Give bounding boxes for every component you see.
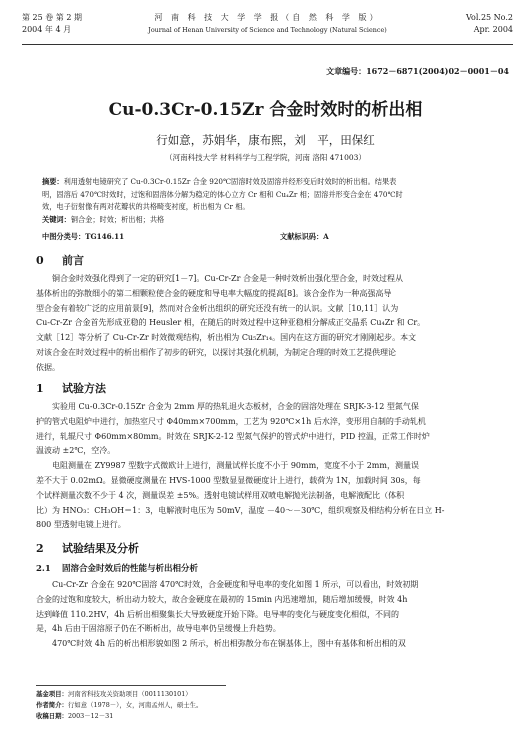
affiliation: （河南科技大学 材料科学与工程学院，河南 洛阳 471003） <box>165 153 366 162</box>
header-left <box>22 12 82 36</box>
footnote-author: 作者简介：行如意（1978－），女，河南孟州人，硕士生。 <box>36 701 203 709</box>
doc-code: 文献标识码：A <box>280 232 329 241</box>
abstract-line-2: 明，固溶后 470℃时效时，过饱和固溶体分解为稳定的体心立方 Cr 相和 Cu₄Zr 相；固溶并形变合金在 470℃时 <box>42 189 403 199</box>
results-paragraph <box>36 578 501 652</box>
text-line: 铜合金时效强化得到了一定的研究[1－7]。Cu-Cr-Zr 合金是一种时效析出强化型合金，时效过程从 <box>52 274 403 283</box>
header-center <box>132 12 403 36</box>
abstract <box>42 176 491 226</box>
footnote-received: 收稿日期：2003－12－31 <box>36 712 114 720</box>
text-line: 文献［12］等分析了 Cu-Cr-Zr 时效微观结构，析出相为 Cu₅Zr₁₄。国内在这方面的研究才刚刚起步。本文 <box>36 333 417 343</box>
paper-title: Cu-0.3Cr-0.15Zr 合金时效时的析出相 <box>108 100 423 120</box>
text-line: Cu-Cr-Zr 合金首先形成亚稳的 Heusler 相，在随后的时效过程中这种亚稳相分解成正交晶系 Cu₄Zr 和 Cr。 <box>36 318 426 328</box>
abstract-label: 摘要： <box>42 177 64 186</box>
text-line: 差不大于 0.02mΩ。显微硬度测量在 HVS-1000 型数显显微硬度计上进行，载荷为 1N，加载时间 30s，每 <box>36 475 421 485</box>
header-rule <box>22 44 513 45</box>
date-en: Apr. 2004 <box>473 25 513 34</box>
abstract-line-3: 效，电子衍射像有两对花瓣状的共格畸变衬度，析出相为 Cr 相。 <box>42 202 250 212</box>
header-right <box>466 12 513 36</box>
article-number: 文章编号：1672－6871(2004)02－0001－04 <box>326 66 509 76</box>
text-line: 比）为 HNO₃：CH₃OH＝1：3，电解液时电压为 50mV，温度 －40～－30℃，组织观察及相结构分析在日立 H- <box>36 505 445 515</box>
clc-label: 中图分类号： <box>42 232 86 241</box>
text-line: 是，4h 后由于固溶原子仍在不断析出，故导电率仍呈缓慢上升趋势。 <box>36 624 281 634</box>
section-2-1-heading: 2.1 固溶合金时效后的性能与析出相分析 <box>36 564 199 574</box>
text-line: Cu-Cr-Zr 合金在 920℃固溶 470℃时效，合金硬度和导电率的变化如图 1 所示，可以看出，时效初期 <box>52 580 419 589</box>
clc-value: TG146.11 <box>85 232 125 241</box>
text-line: 护的管式电阻炉中进行，加热室尺寸 Φ40mm×700mm，工艺为 920℃×1h 后水淬，变形用自制的手动轧机 <box>36 416 426 426</box>
keywords: 关键词：铜合金；时效；析出相；共格 <box>42 214 165 224</box>
text-line: 进行，轧辊尺寸 Φ60mm×80mm。时效在 SRJK-2-12 型氮气保护的管式炉中进行，PID 控温，正常工作时炉 <box>36 431 430 441</box>
text-line: 依据。 <box>36 362 60 372</box>
section-2-heading: 2 试验结果及分析 <box>36 542 139 555</box>
section-0-heading: 0 前言 <box>36 254 84 267</box>
keywords-label: 关键词： <box>42 214 71 224</box>
text-line: 合金的过饱和度较大，析出动力较大，故合金硬度在最初的 15min 内迅速增加，随后增加缓慢，时效 4h <box>36 594 408 604</box>
text-line: 个试样测量次数不少于 4 次，测量误差 ±5%。透射电镜试样用双喷电解抛光法制备，电解液配比（体积 <box>36 490 405 500</box>
footnote-fund: 基金项目：河南省科技攻关资助项目（0011130101） <box>36 690 192 698</box>
method-paragraph <box>36 400 501 533</box>
text-line: 对该合金在时效过程中的析出相作了初步的研究，以探讨其强化机制，为制定合理的时效工艺提供理论 <box>36 347 396 357</box>
abstract-line-1: 摘要：利用透射电镜研究了 Cu-0.3Cr-0.15Zr 合金 920℃固溶时效及固溶并经形变后时效时的析出相。结果表 <box>42 177 397 186</box>
volume-cn: 第 25 卷 第 2 期 <box>22 13 82 22</box>
classification-line <box>42 232 502 244</box>
running-header <box>22 10 513 48</box>
text-line: 达到峰值 110.2HV，4h 后析出相聚集长大导致硬度开始下降。电导率的变化与硬度变化相似，不同的 <box>36 609 399 619</box>
text-line: 型合金有着较广泛的应用前景[9]，然而对合金析出组织的研究还没有统一的认识。文献［10,11］认为 <box>36 303 399 313</box>
volume-en: Vol.25 No.2 <box>466 13 513 22</box>
footnote-rule <box>36 685 226 686</box>
journal-title-cn: 河 南 科 技 大 学 学 报（自 然 科 学 版） <box>154 13 381 22</box>
section-1-heading: 1 试验方法 <box>36 382 106 395</box>
date-cn: 2004 年 4 月 <box>22 25 72 34</box>
text-line: 电阻测量在 ZY9987 型数字式微欧计上进行，测量试样长度不小于 90mm，宽度不小于 2mm，测量误 <box>52 461 419 471</box>
text-line: 实验用 Cu-0.3Cr-0.15Zr 合金为 2mm 厚的热轧退火态板材，合金的固溶处理在 SRJK-3-12 型氮气保 <box>52 402 419 411</box>
journal-title-en: Journal of Henan University of Science and Technology (Natural Science) <box>148 26 387 34</box>
text-line: 800 型透射电镜上进行。 <box>36 520 126 530</box>
text-line: 基体析出的弥散细小的第二相颗粒使合金的硬度和导电率大幅度的提高[8]。该合金作为一种高强高导 <box>36 288 392 298</box>
text-line: 温波动 ±2℃，空冷。 <box>36 446 116 456</box>
author-list: 行如意，苏娟华，康布熙，刘 平，田保红 <box>156 133 375 147</box>
text-line: 470℃时效 4h 后的析出相形貌如图 2 所示，析出相弥散分布在铜基体上，图中有基体和析出相的双 <box>52 639 406 649</box>
intro-paragraph <box>36 272 501 376</box>
